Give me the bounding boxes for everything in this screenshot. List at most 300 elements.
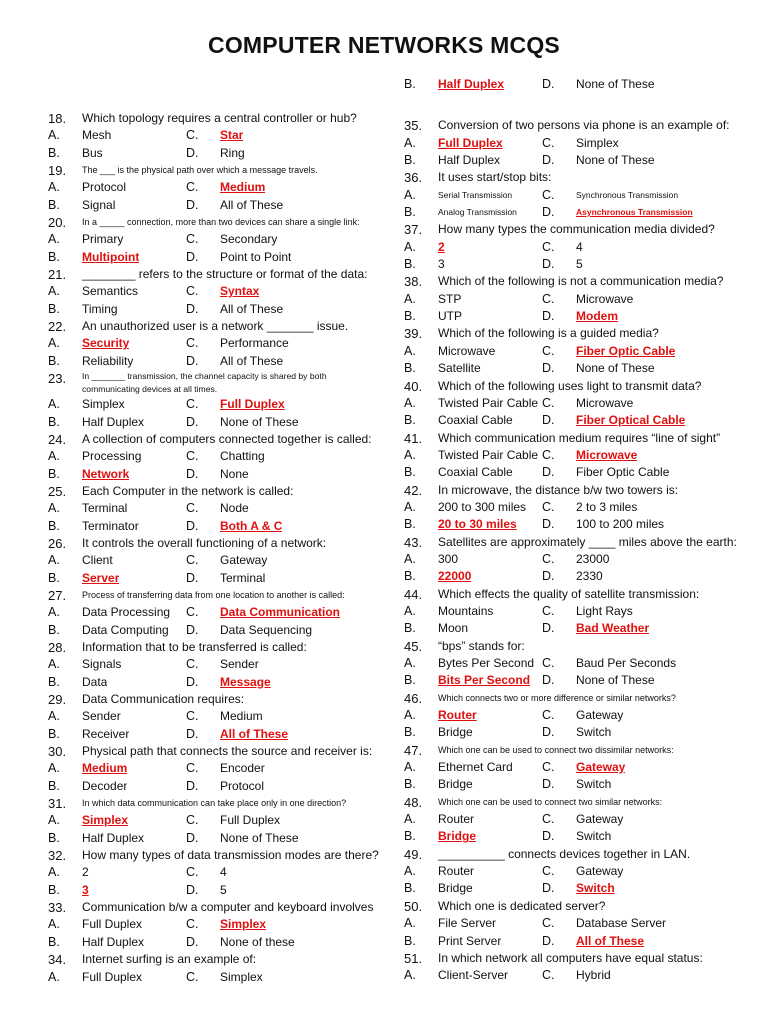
option-text: 2 (82, 865, 89, 880)
option (542, 967, 712, 984)
option (186, 882, 352, 899)
option-row (404, 811, 744, 828)
option-letter: B. (48, 249, 60, 264)
option (542, 915, 712, 932)
option-text: Bridge (438, 725, 473, 740)
option-letter: B. (48, 353, 60, 368)
option (542, 516, 712, 533)
option-letter: D. (542, 673, 555, 688)
option (404, 880, 542, 897)
option-text: Sender (220, 657, 259, 672)
option-row (404, 76, 744, 93)
option-letter: A. (48, 813, 60, 828)
option-row (404, 291, 744, 308)
option (48, 778, 186, 795)
option (404, 308, 542, 325)
option-row (404, 343, 744, 360)
option (186, 466, 352, 483)
option (404, 204, 542, 221)
option (542, 568, 712, 585)
question-line (404, 794, 744, 811)
correct-answer: Syntax (220, 284, 260, 299)
option-letter: A. (404, 812, 416, 827)
question-number: 46. (404, 690, 423, 706)
option (404, 759, 542, 776)
question-29 (48, 691, 380, 743)
correct-answer: Half Duplex (438, 77, 505, 91)
option (48, 726, 186, 743)
option-row (404, 395, 744, 412)
option-letter: A. (404, 603, 416, 618)
option-letter: A. (404, 864, 416, 879)
option-row (404, 828, 744, 845)
option-letter: D. (186, 353, 199, 368)
question-number: 49. (404, 846, 423, 862)
option (48, 934, 186, 951)
option (542, 880, 712, 897)
option (48, 674, 186, 691)
question-number: 37. (404, 222, 423, 238)
question-text: Which topology requires a central controller or hub? (82, 111, 357, 125)
option (48, 969, 186, 986)
question-number: 22. (48, 319, 67, 335)
option (186, 335, 352, 352)
option (186, 708, 352, 725)
option-row (404, 135, 744, 152)
question-text: Data Communication requires: (82, 692, 245, 706)
option-row (48, 708, 380, 725)
option (48, 708, 186, 725)
question-line (404, 586, 744, 603)
option (48, 656, 186, 673)
question-line (48, 639, 380, 656)
question-30 (48, 743, 380, 795)
option-letter: B. (404, 621, 416, 636)
option-row (48, 969, 380, 986)
question-number: 28. (48, 639, 67, 655)
option-letter: A. (404, 239, 416, 254)
option-letter: C. (186, 709, 199, 724)
question-number: 32. (48, 848, 67, 864)
question-text: In a _____ connection, more than two devices can share a single link: (82, 217, 360, 228)
option (542, 828, 712, 845)
question-text: The ___ is the physical path over which a message travels. (82, 165, 318, 176)
option-text: Half Duplex (82, 934, 145, 949)
correct-answer: All of These (576, 933, 645, 948)
option-text: Coaxial Cable (438, 465, 513, 480)
question-line (404, 690, 744, 707)
option (186, 353, 352, 370)
option-row (404, 967, 744, 984)
question-text: Which communication medium requires “line of sight” (438, 430, 721, 445)
option-text: File Server (438, 916, 497, 931)
correct-answer: Bridge (438, 829, 477, 844)
option (186, 518, 352, 535)
option-row (48, 674, 380, 691)
option-letter: D. (542, 153, 555, 168)
option (404, 360, 542, 377)
question-40 (404, 378, 744, 430)
option (404, 776, 542, 793)
question-line (404, 325, 744, 342)
option-letter: C. (186, 865, 199, 880)
option-letter: D. (542, 569, 555, 584)
option (404, 568, 542, 585)
option-letter: C. (186, 917, 199, 932)
question-number: 41. (404, 430, 423, 446)
option-letter: C. (542, 395, 555, 410)
option-row (48, 335, 380, 352)
option-text: 200 to 300 miles (438, 499, 527, 514)
option-letter: C. (186, 813, 199, 828)
question-line (48, 587, 380, 604)
option-row (404, 551, 744, 568)
option-letter: B. (48, 197, 60, 212)
correct-answer: Simplex (220, 917, 267, 932)
option-row (404, 360, 744, 377)
right-column (404, 76, 744, 985)
option-letter: A. (404, 343, 416, 358)
option (186, 830, 352, 847)
question-text: An unauthorized user is a network _______ issue. (82, 319, 349, 334)
option-text: Router (438, 864, 475, 879)
option-letter: D. (542, 829, 555, 844)
question-text: Process of transferring data from one location to another is called: (82, 589, 345, 600)
option-letter: D. (542, 205, 555, 220)
question-line (404, 221, 744, 238)
question-line (48, 795, 380, 812)
option (186, 552, 352, 569)
question-line (48, 431, 380, 448)
correct-answer: Bits Per Second (438, 673, 531, 688)
option-row (48, 500, 380, 517)
question-31 (48, 795, 380, 847)
option (404, 863, 542, 880)
question-text: “bps” stands for: (438, 638, 525, 653)
question-number: 38. (404, 274, 423, 290)
question-44 (404, 586, 744, 638)
option (542, 291, 712, 308)
option-text: Ethernet Card (438, 760, 513, 775)
option-letter: B. (404, 205, 416, 220)
option (542, 776, 712, 793)
option (48, 500, 186, 517)
option-letter: B. (404, 413, 416, 428)
option-text: Switch (576, 777, 612, 792)
option-text: Half Duplex (82, 414, 145, 429)
option (186, 145, 352, 162)
option-letter: B. (404, 569, 416, 584)
option-letter: B. (48, 882, 60, 897)
option-text: Router (438, 812, 475, 827)
option (542, 76, 712, 93)
option-letter: B. (404, 309, 416, 324)
question-line (48, 483, 380, 500)
option-letter: C. (542, 968, 555, 983)
option-letter: D. (186, 197, 199, 212)
option-text: STP (438, 291, 462, 306)
option (48, 916, 186, 933)
option-row (48, 604, 380, 621)
option-text: Reliability (82, 353, 134, 368)
question-number: 19. (48, 163, 67, 179)
option (542, 464, 712, 481)
option-letter: D. (542, 77, 555, 91)
option-row (404, 239, 744, 256)
option-letter: B. (404, 933, 416, 948)
option (542, 811, 712, 828)
option-letter: C. (542, 760, 555, 775)
option-letter: A. (48, 128, 60, 143)
option-text: Timing (82, 301, 118, 316)
question-number: 44. (404, 586, 423, 602)
option-text: Mountains (438, 603, 494, 618)
option-letter: C. (542, 916, 555, 931)
option-letter: D. (542, 413, 555, 428)
option-letter: A. (48, 180, 60, 195)
question-23 (48, 370, 380, 431)
option-letter: B. (404, 361, 416, 376)
option-letter: D. (186, 674, 199, 689)
option-row (404, 776, 744, 793)
option (48, 812, 186, 829)
option-row (48, 726, 380, 743)
option-letter: A. (48, 709, 60, 724)
option-letter: A. (48, 657, 60, 672)
question-text: Physical path that connects the source and receiver is: (82, 744, 373, 759)
option (48, 283, 186, 300)
option-text: 2330 (576, 569, 603, 584)
option (542, 551, 712, 568)
option (48, 448, 186, 465)
option-letter: A. (404, 708, 416, 723)
option-text: Processing (82, 449, 142, 464)
option (542, 343, 712, 360)
option-letter: B. (48, 145, 60, 160)
question-number: 35. (404, 118, 423, 134)
option-row (48, 448, 380, 465)
option (186, 448, 352, 465)
option-text: Chatting (220, 449, 265, 464)
question-number: 36. (404, 170, 423, 186)
option-row (404, 620, 744, 637)
option-letter: D. (542, 257, 555, 272)
question-line (404, 846, 744, 863)
question-number: 20. (48, 215, 67, 231)
correct-answer: 22000 (438, 569, 472, 584)
option-letter: D. (186, 934, 199, 949)
correct-answer: Asynchronous Transmission (576, 207, 693, 218)
option (186, 197, 352, 214)
option-letter: C. (542, 603, 555, 618)
question-line (48, 266, 380, 283)
option-text: Performance (220, 336, 289, 351)
option-text: Medium (220, 709, 263, 724)
question-number: 33. (48, 900, 67, 916)
option-row (404, 308, 744, 325)
option (542, 187, 712, 204)
option-letter: D. (186, 882, 199, 897)
option (48, 864, 186, 881)
question-49 (404, 846, 744, 898)
option-text: 4 (220, 865, 227, 880)
option (542, 655, 712, 672)
option-text: Gateway (220, 553, 268, 568)
option-text: Light Rays (576, 603, 633, 618)
question-number: 24. (48, 431, 67, 447)
option (404, 76, 542, 93)
question-number: 40. (404, 378, 423, 394)
correct-answer: Fiber Optic Cable (576, 343, 676, 358)
option-letter: A. (404, 447, 416, 462)
option (186, 656, 352, 673)
option-letter: D. (542, 309, 555, 324)
question-line (48, 847, 380, 864)
option-row (404, 880, 744, 897)
option-letter: A. (404, 499, 416, 514)
option-letter: A. (48, 865, 60, 880)
question-text: Which one is dedicated server? (438, 898, 606, 913)
option-text: Secondary (220, 232, 278, 247)
option (404, 256, 542, 273)
option (404, 811, 542, 828)
question-number: 23. (48, 371, 67, 387)
question-text: It controls the overall functioning of a network: (82, 535, 327, 550)
option-letter: C. (186, 501, 199, 516)
option-row (48, 552, 380, 569)
option-row (48, 249, 380, 266)
option-letter: A. (404, 187, 416, 202)
option-text: Data (82, 674, 108, 689)
option (186, 622, 352, 639)
question-text: Which one can be used to connect two dissimilar networks: (438, 744, 674, 755)
option (542, 256, 712, 273)
option-text: Primary (82, 232, 124, 247)
question-21 (48, 266, 380, 318)
question-number: 39. (404, 326, 423, 342)
option-letter: B. (404, 517, 416, 532)
question-number: 47. (404, 742, 423, 758)
question-19 (48, 162, 380, 214)
option-letter: C. (542, 239, 555, 254)
option (404, 933, 542, 950)
option (48, 882, 186, 899)
option-row (48, 231, 380, 248)
option-letter: C. (186, 128, 199, 143)
option-letter: D. (186, 145, 199, 160)
option-text: Point to Point (220, 249, 292, 264)
option-letter: A. (48, 917, 60, 932)
correct-answer: Bad Weather (576, 621, 650, 636)
option (48, 466, 186, 483)
option-letter: A. (48, 284, 60, 299)
question-line (404, 117, 744, 134)
option (186, 726, 352, 743)
page-title: COMPUTER NETWORKS MCQS (208, 32, 560, 58)
option-letter: C. (186, 449, 199, 464)
question-50 (404, 898, 744, 950)
question-text: In which network all computers have equal status: (438, 950, 703, 965)
option-letter: A. (404, 916, 416, 931)
option-row (404, 256, 744, 273)
question-25 (48, 483, 380, 535)
option-text: Gateway (576, 708, 624, 723)
question-text: How many types of data transmission modes are there? (82, 848, 379, 863)
question-32 (48, 847, 380, 899)
option (404, 343, 542, 360)
option-text: 100 to 200 miles (576, 517, 665, 532)
option-text: Data Processing (82, 605, 171, 620)
option (542, 759, 712, 776)
question-text: Information that to be transferred is called: (82, 639, 307, 654)
option-row (404, 499, 744, 516)
option-text: Gateway (576, 864, 624, 879)
option-text: Fiber Optic Cable (576, 465, 670, 480)
option (404, 187, 542, 204)
option-letter: A. (48, 553, 60, 568)
option (542, 204, 712, 221)
option-letter: B. (48, 301, 60, 316)
option-letter: A. (404, 656, 416, 670)
correct-answer: All of These (220, 726, 289, 741)
question-27 (48, 587, 380, 639)
option-letter: C. (542, 864, 555, 879)
option-text: Bus (82, 145, 103, 160)
correct-answer: Multipoint (82, 249, 140, 264)
question-line (48, 899, 380, 916)
option-letter: B. (48, 414, 60, 429)
option-row (48, 778, 380, 795)
option-row (48, 622, 380, 639)
option (542, 603, 712, 620)
option-row (48, 916, 380, 933)
option-letter: A. (404, 968, 416, 983)
question-number: 26. (48, 535, 67, 551)
option-letter: B. (404, 153, 416, 168)
option-text: Coaxial Cable (438, 413, 513, 428)
option-row (404, 759, 744, 776)
left-column (48, 110, 380, 986)
option-letter: C. (186, 180, 199, 195)
option-letter: B. (404, 725, 416, 740)
option-letter: D. (542, 361, 555, 376)
option (542, 135, 712, 152)
option-row (404, 707, 744, 724)
option-text: Protocol (82, 180, 127, 195)
option-row (404, 152, 744, 169)
option-text: Encoder (220, 761, 265, 776)
question-line (48, 535, 380, 552)
option (48, 414, 186, 431)
option-letter: B. (48, 518, 60, 533)
question-text: Which effects the quality of satellite transmission: (438, 586, 700, 601)
option-text: None (220, 466, 249, 481)
option (404, 447, 542, 464)
option (186, 179, 352, 196)
option-letter: D. (186, 414, 199, 429)
option-letter: D. (186, 301, 199, 316)
correct-answer: Security (82, 336, 130, 351)
option-text: Terminator (82, 518, 139, 533)
option-text: Receiver (82, 726, 130, 741)
question-text: In which data communication can take place only in one direction? (82, 798, 347, 809)
option (542, 707, 712, 724)
question-line (48, 951, 380, 968)
option-row (404, 447, 744, 464)
option-letter: C. (186, 232, 199, 247)
option-row (48, 518, 380, 535)
option-text: Synchronous Transmission (576, 189, 679, 200)
